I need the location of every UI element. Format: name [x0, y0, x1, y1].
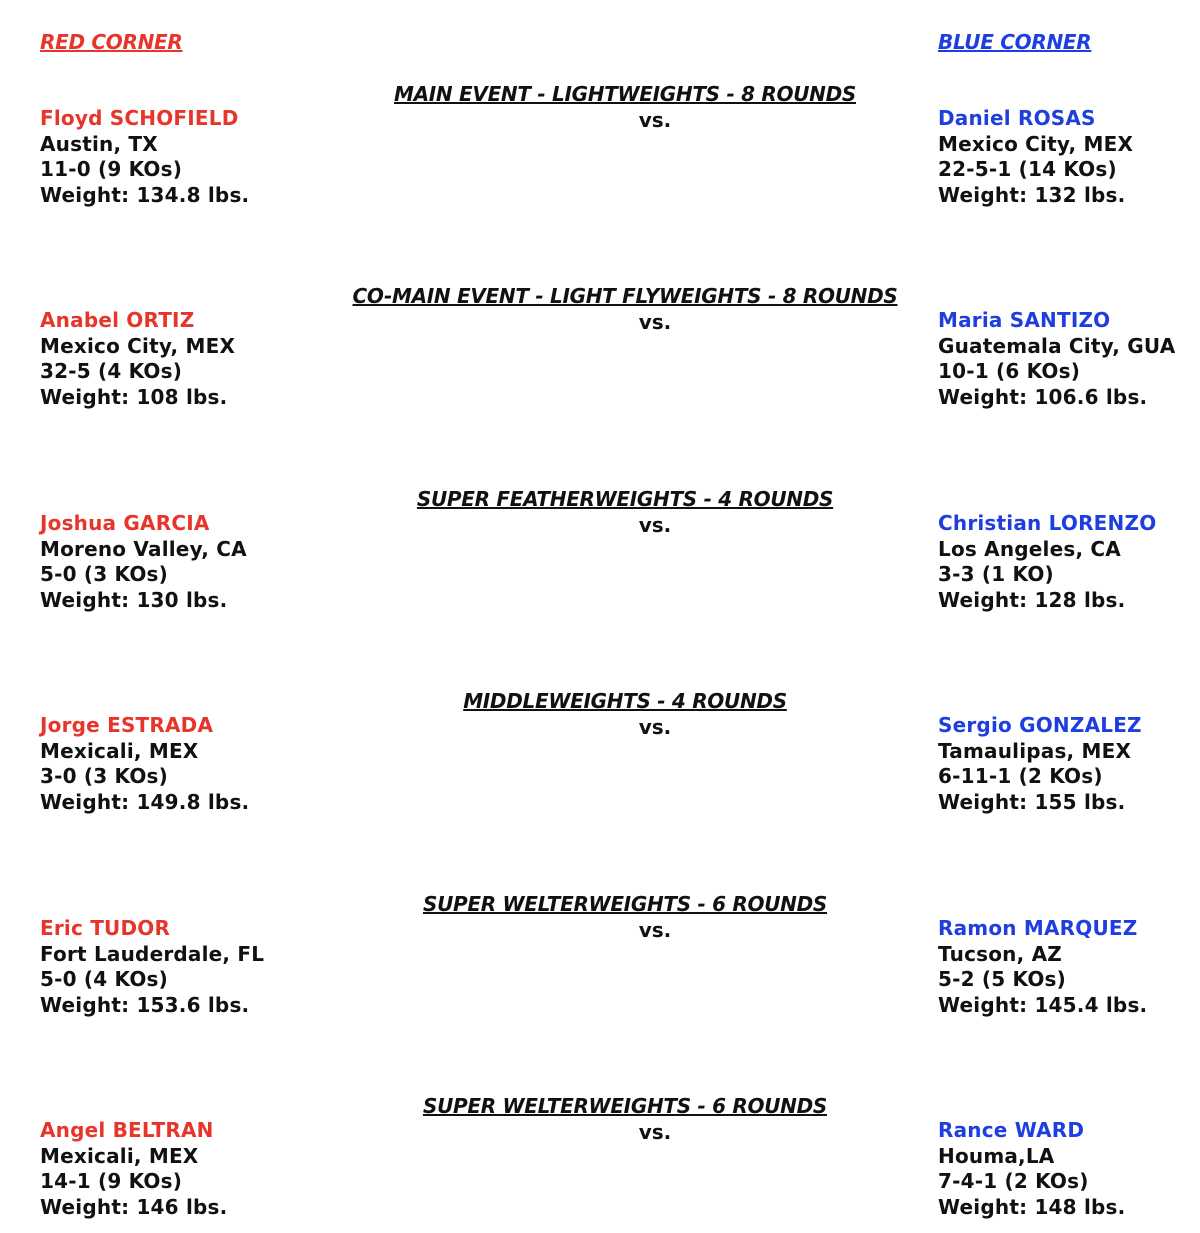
red-fighter [40, 713, 249, 815]
vs-label: vs. [638, 310, 672, 334]
fighter-weight: Weight: 128 lbs. [938, 587, 1126, 612]
fighter-hometown: Guatemala City, GUA [938, 333, 1176, 358]
fighter-record: 22-5-1 (14 KOs) [938, 157, 1117, 181]
bout-card [0, 1093, 1200, 1223]
blue-fighter [938, 511, 1156, 613]
fighter-record: 3-3 (1 KO) [938, 562, 1054, 586]
fighter-weight: Weight: 106.6 lbs. [938, 384, 1148, 409]
blue-fighter [938, 713, 1142, 815]
fighter-weight: Weight: 148 lbs. [938, 1194, 1126, 1219]
fighter-name: Sergio GONZALEZ [938, 713, 1142, 737]
division-title: MAIN EVENT - LIGHTWEIGHTS - 8 ROUNDS [394, 82, 856, 106]
fighter-weight: Weight: 146 lbs. [40, 1194, 228, 1219]
fighter-weight: Weight: 132 lbs. [938, 182, 1126, 207]
division-title: CO-MAIN EVENT - LIGHT FLYWEIGHTS - 8 ROUNDS [352, 284, 898, 308]
vs-label: vs. [638, 513, 672, 537]
fighter-weight: Weight: 145.4 lbs. [938, 992, 1148, 1017]
fighter-hometown: Moreno Valley, CA [40, 536, 247, 561]
fighter-record: 14-1 (9 KOs) [40, 1169, 183, 1193]
fighter-weight: Weight: 153.6 lbs. [40, 992, 250, 1017]
fighter-record: 10-1 (6 KOs) [938, 359, 1081, 383]
division-title: SUPER WELTERWEIGHTS - 6 ROUNDS [422, 892, 828, 916]
vs-label: vs. [638, 108, 672, 132]
fighter-record: 7-4-1 (2 KOs) [938, 1169, 1089, 1193]
fighter-hometown: Fort Lauderdale, FL [40, 941, 265, 966]
fighter-hometown: Tamaulipas, MEX [938, 738, 1132, 763]
fighter-weight: Weight: 134.8 lbs. [40, 182, 250, 207]
blue-fighter [938, 106, 1133, 208]
fighter-hometown: Los Angeles, CA [938, 536, 1121, 561]
red-fighter [40, 106, 249, 208]
fighter-weight: Weight: 155 lbs. [938, 789, 1126, 814]
fighter-record: 11-0 (9 KOs) [40, 157, 183, 181]
fighter-hometown: Mexicali, MEX [40, 1143, 199, 1168]
fighter-hometown: Austin, TX [40, 131, 158, 156]
division-title: SUPER FEATHERWEIGHTS - 4 ROUNDS [416, 487, 834, 511]
blue-fighter [938, 1118, 1125, 1220]
red-fighter [40, 916, 264, 1018]
fighter-name: Rance WARD [938, 1118, 1085, 1142]
fighter-name: Jorge ESTRADA [40, 713, 214, 737]
fighter-weight: Weight: 108 lbs. [40, 384, 228, 409]
bout-card [0, 81, 1200, 211]
fighter-hometown: Tucson, AZ [938, 941, 1062, 966]
blue-fighter [938, 308, 1175, 410]
bout-card [0, 486, 1200, 616]
fighter-record: 5-0 (3 KOs) [40, 562, 168, 586]
red-fighter [40, 308, 235, 410]
fighter-record: 5-2 (5 KOs) [938, 967, 1066, 991]
fighter-record: 3-0 (3 KOs) [40, 764, 168, 788]
red-corner-heading: RED CORNER [40, 30, 183, 54]
fighter-name: Joshua GARCIA [40, 511, 210, 535]
fighter-name: Eric TUDOR [40, 916, 171, 940]
vs-label: vs. [638, 918, 672, 942]
bout-card [0, 891, 1200, 1021]
fighter-name: Angel BELTRAN [40, 1118, 214, 1142]
fighter-name: Ramon MARQUEZ [938, 916, 1138, 940]
fighter-record: 32-5 (4 KOs) [40, 359, 183, 383]
bout-card [0, 283, 1200, 413]
vs-label: vs. [638, 715, 672, 739]
fighter-record: 6-11-1 (2 KOs) [938, 764, 1103, 788]
fighter-name: Maria SANTIZO [938, 308, 1111, 332]
fighter-name: Daniel ROSAS [938, 106, 1096, 130]
fighter-hometown: Mexico City, MEX [938, 131, 1134, 156]
blue-fighter [938, 916, 1147, 1018]
fighter-name: Christian LORENZO [938, 511, 1157, 535]
red-fighter [40, 511, 247, 613]
fighter-hometown: Mexico City, MEX [40, 333, 236, 358]
fighter-record: 5-0 (4 KOs) [40, 967, 168, 991]
blue-corner-heading: BLUE CORNER [938, 30, 1092, 54]
bout-card [0, 688, 1200, 818]
fighter-name: Floyd SCHOFIELD [40, 106, 239, 130]
red-fighter [40, 1118, 227, 1220]
fighter-name: Anabel ORTIZ [40, 308, 195, 332]
division-title: SUPER WELTERWEIGHTS - 6 ROUNDS [422, 1094, 828, 1118]
fighter-hometown: Houma,LA [938, 1143, 1055, 1168]
fighter-hometown: Mexicali, MEX [40, 738, 199, 763]
vs-label: vs. [638, 1120, 672, 1144]
fighter-weight: Weight: 149.8 lbs. [40, 789, 250, 814]
fighter-weight: Weight: 130 lbs. [40, 587, 228, 612]
division-title: MIDDLEWEIGHTS - 4 ROUNDS [463, 689, 787, 713]
